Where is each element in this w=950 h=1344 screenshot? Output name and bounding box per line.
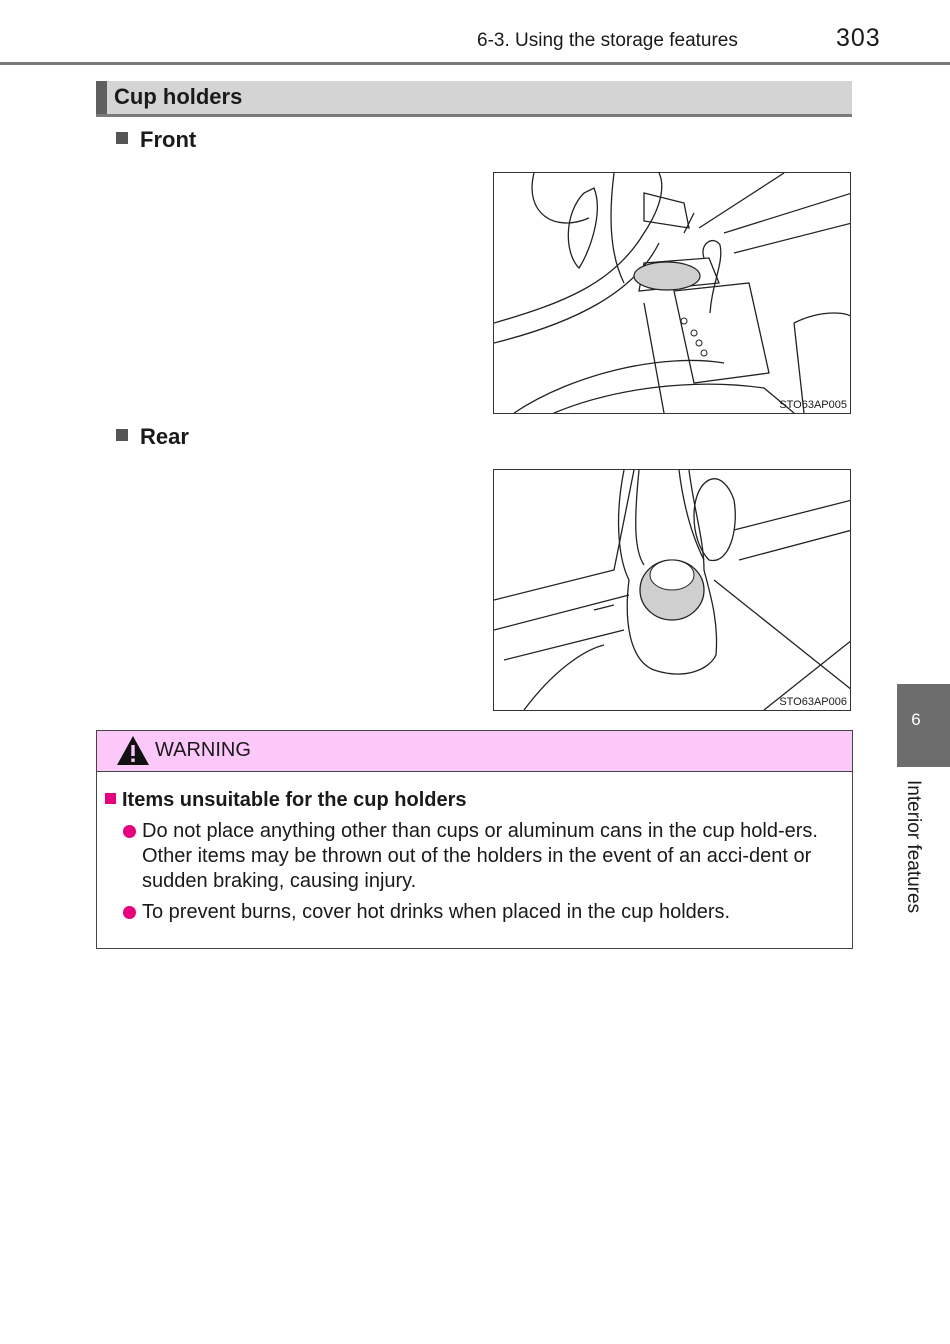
section-heading-bar bbox=[96, 81, 852, 117]
bullet-dot-icon bbox=[123, 825, 136, 838]
subsection-front-label: Front bbox=[140, 127, 197, 152]
warning-header bbox=[97, 731, 852, 772]
section-title: Cup holders bbox=[114, 84, 243, 109]
header-divider bbox=[0, 62, 950, 65]
section-heading-accent bbox=[96, 81, 107, 114]
chapter-number: 6 bbox=[911, 710, 921, 729]
page-number: 303 bbox=[836, 24, 881, 52]
warning-heading bbox=[105, 789, 467, 812]
front-cup-holder-illustration bbox=[493, 172, 851, 414]
rear-console-drawing bbox=[494, 470, 851, 711]
warning-bullet-text: To prevent burns, cover hot drinks when placed in the cup holders. bbox=[142, 901, 731, 923]
magenta-square-icon bbox=[105, 793, 116, 804]
rear-cup-holder-illustration bbox=[493, 469, 851, 711]
warning-bullet-text: Do not place anything other than cups or aluminum cans in the cup hold-ers. Other items may be thrown out of the holders in the event of an acci-dent or sudden braking, causing injury. bbox=[142, 820, 818, 892]
warning-triangle-icon bbox=[116, 735, 150, 766]
chapter-label: Interior features bbox=[903, 780, 924, 914]
subsection-rear-label: Rear bbox=[140, 424, 189, 449]
bullet-dot-icon bbox=[123, 906, 136, 919]
figure-code-rear: STO63AP006 bbox=[779, 696, 847, 708]
warning-label: WARNING bbox=[155, 739, 251, 761]
square-bullet-icon bbox=[116, 429, 128, 441]
figure-code-front: STO63AP005 bbox=[779, 399, 847, 411]
square-bullet-icon bbox=[116, 132, 128, 144]
warning-box bbox=[96, 730, 853, 949]
chapter-tab[interactable] bbox=[897, 684, 950, 767]
subsection-rear bbox=[116, 424, 189, 450]
warning-heading-text: Items unsuitable for the cup holders bbox=[122, 789, 467, 811]
header-section-title: 6-3. Using the storage features bbox=[477, 30, 738, 51]
subsection-front bbox=[116, 127, 196, 153]
front-console-drawing bbox=[494, 173, 851, 414]
